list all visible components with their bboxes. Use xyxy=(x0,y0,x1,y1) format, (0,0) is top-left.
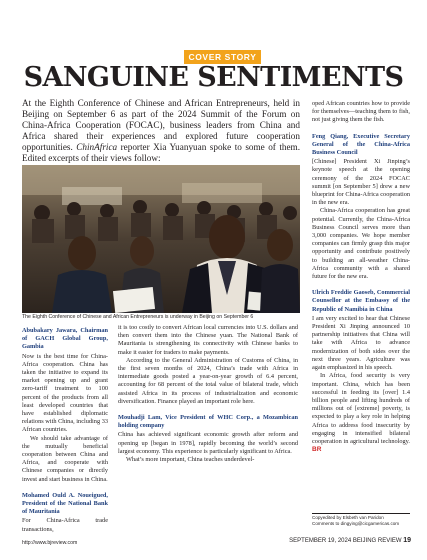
speaker-title: , Chairman of GACH Global Group, Gambia xyxy=(22,327,108,351)
body-paragraph: For China-Africa trade transactions, xyxy=(22,517,108,533)
page-number: 19 xyxy=(403,537,411,544)
copyedit-credit: Copyedited by Elsbeth van Paridon xyxy=(312,515,384,520)
lead-paragraph xyxy=(22,98,300,164)
speaker-title: , Commercial Counsellor at the Embassy of the Republic of Namibia in China xyxy=(312,289,410,313)
body-paragraph: I am very excited to hear that Chinese President Xi Jinping announced 10 partnership initiatives that China will take with Africa to advance modernization of both sides over the next three years. Agriculture was again emphasized in his speech. xyxy=(312,314,410,372)
speaker-name: Ulrich Freddie Gaoseb xyxy=(312,289,374,297)
lead-text: At the Eighth Conference of Chinese and African Entrepreneurs, held in Beijing on September 6 as part of the 2024 Summit of the Forum on China-Africa Cooperation (FOCAC), business leaders from China and Africa shared their experiences and explored future cooperation opportunities. xyxy=(22,98,300,152)
body-paragraph: it is too costly to convert African local currencies into U.S. dollars and then convert them into the Chinese yuan. The National Bank of Mauritania is strengthening its connectivity with Chinese banks to make it easier for traders to make payments. xyxy=(118,324,298,356)
speaker-title: , President of the National Bank of Mauritania xyxy=(22,491,108,516)
credits xyxy=(312,515,422,527)
conference-photo xyxy=(22,165,300,313)
body-paragraph: [Chinese] President Xi Jinping’s keynote speech at the opening ceremony of the 2024 FOCAC summit [on September 5] drew a new blueprint for China-Africa cooperation in the new era. xyxy=(312,158,410,207)
body-paragraph: Now is the best time for China-Africa cooperation. China has taken the initiative to expand its market opening up and grant zero-tariff treatment to 100 percent of the products from all least developed countries that have established diplomatic relations with China, including 33 African countries. xyxy=(22,352,108,434)
speaker-heading xyxy=(22,327,108,352)
lead-tail: reporter Xia Yuanyuan spoke to some of them. Edited excerpts of their views follow: xyxy=(22,142,300,163)
speaker-name: Abubakary Jawara xyxy=(22,327,76,334)
speaker-heading xyxy=(118,414,298,430)
body-paragraph: We should take advantage of the mutually beneficial cooperation between China and Africa, and cooperate with Chinese companies or directly invest and start business in China. xyxy=(22,434,108,483)
article-title: SANGUINE SENTIMENTS xyxy=(23,62,404,93)
column-right xyxy=(312,100,410,454)
column-middle xyxy=(118,324,298,464)
body-paragraph: According to the General Administration of Customs of China, in the first seven months of 2024, China’s trade with Africa in intermediate goods posted a year-on-year growth of 6.4 percent, accounting for 68 percent of the total value of bilateral trade, which assisted Africa in its process of industrialization and economic diversification. Finance played an important role here. xyxy=(118,356,298,405)
end-mark: BR xyxy=(312,446,322,454)
speaker-title: , Executive Secretary General of the China-Africa Business Council xyxy=(312,132,410,157)
speaker-name: Mohamed Ould A. Noueigued xyxy=(22,491,107,499)
body-paragraph: China-Africa cooperation has great potential. Currently, the China-Africa Business Council serves more than 3,000 companies. We hope member companies can firmly grasp this major opportunity and contribute positively to building an all-weather China-Africa community with a shared future for the new era. xyxy=(312,207,410,281)
body-paragraph: China has achieved significant economic growth after reform and opening up [began in 1978], rapidly becoming the world’s second largest economy. This experience is particularly significant to Africa. xyxy=(118,431,298,455)
section-tag: COVER STORY xyxy=(184,50,261,64)
speaker-name: Feng Qiang xyxy=(312,132,347,140)
footer-url[interactable]: http://www.bjreview.com xyxy=(22,540,78,546)
body-paragraph: oped African countries how to provide for themselves—teaching them to fish, not just giving them the fish. xyxy=(312,100,410,124)
lead-publication: ChinAfrica xyxy=(76,142,118,152)
speaker-heading xyxy=(312,133,410,158)
column-left xyxy=(22,324,108,534)
issue-date: SEPTEMBER 19, 2024 BEIJING REVIEW xyxy=(289,538,402,544)
body-paragraph: What’s more important, China teaches underdevel- xyxy=(126,456,255,464)
conference-photo-illustration xyxy=(22,165,300,313)
footer-issue xyxy=(289,537,411,544)
speaker-name: Mouhadji Lam xyxy=(118,414,161,422)
speaker-title: , Vice President of WHC Corp., a Mozambican holding company xyxy=(118,414,298,430)
body-paragraph xyxy=(312,372,410,454)
photo-caption: The Eighth Conference of Chinese and African Entrepreneurs is underway in Beijing on September 6 xyxy=(22,314,254,320)
comments-email: Comments to dingying@cicgamericas.com xyxy=(312,521,400,526)
speaker-heading xyxy=(22,492,108,517)
body-text: In Africa, food security is very important. China, which has been successful in feeding its [over] 1.4 billion people and lifting hundreds of millions out of [extreme] poverty, is expected to play a key role in helping Africa to address food insecurity by engaging in intensified bilateral cooperation in agricultural technology. xyxy=(312,372,410,445)
credits-rule xyxy=(312,513,410,514)
speaker-heading xyxy=(312,289,410,314)
